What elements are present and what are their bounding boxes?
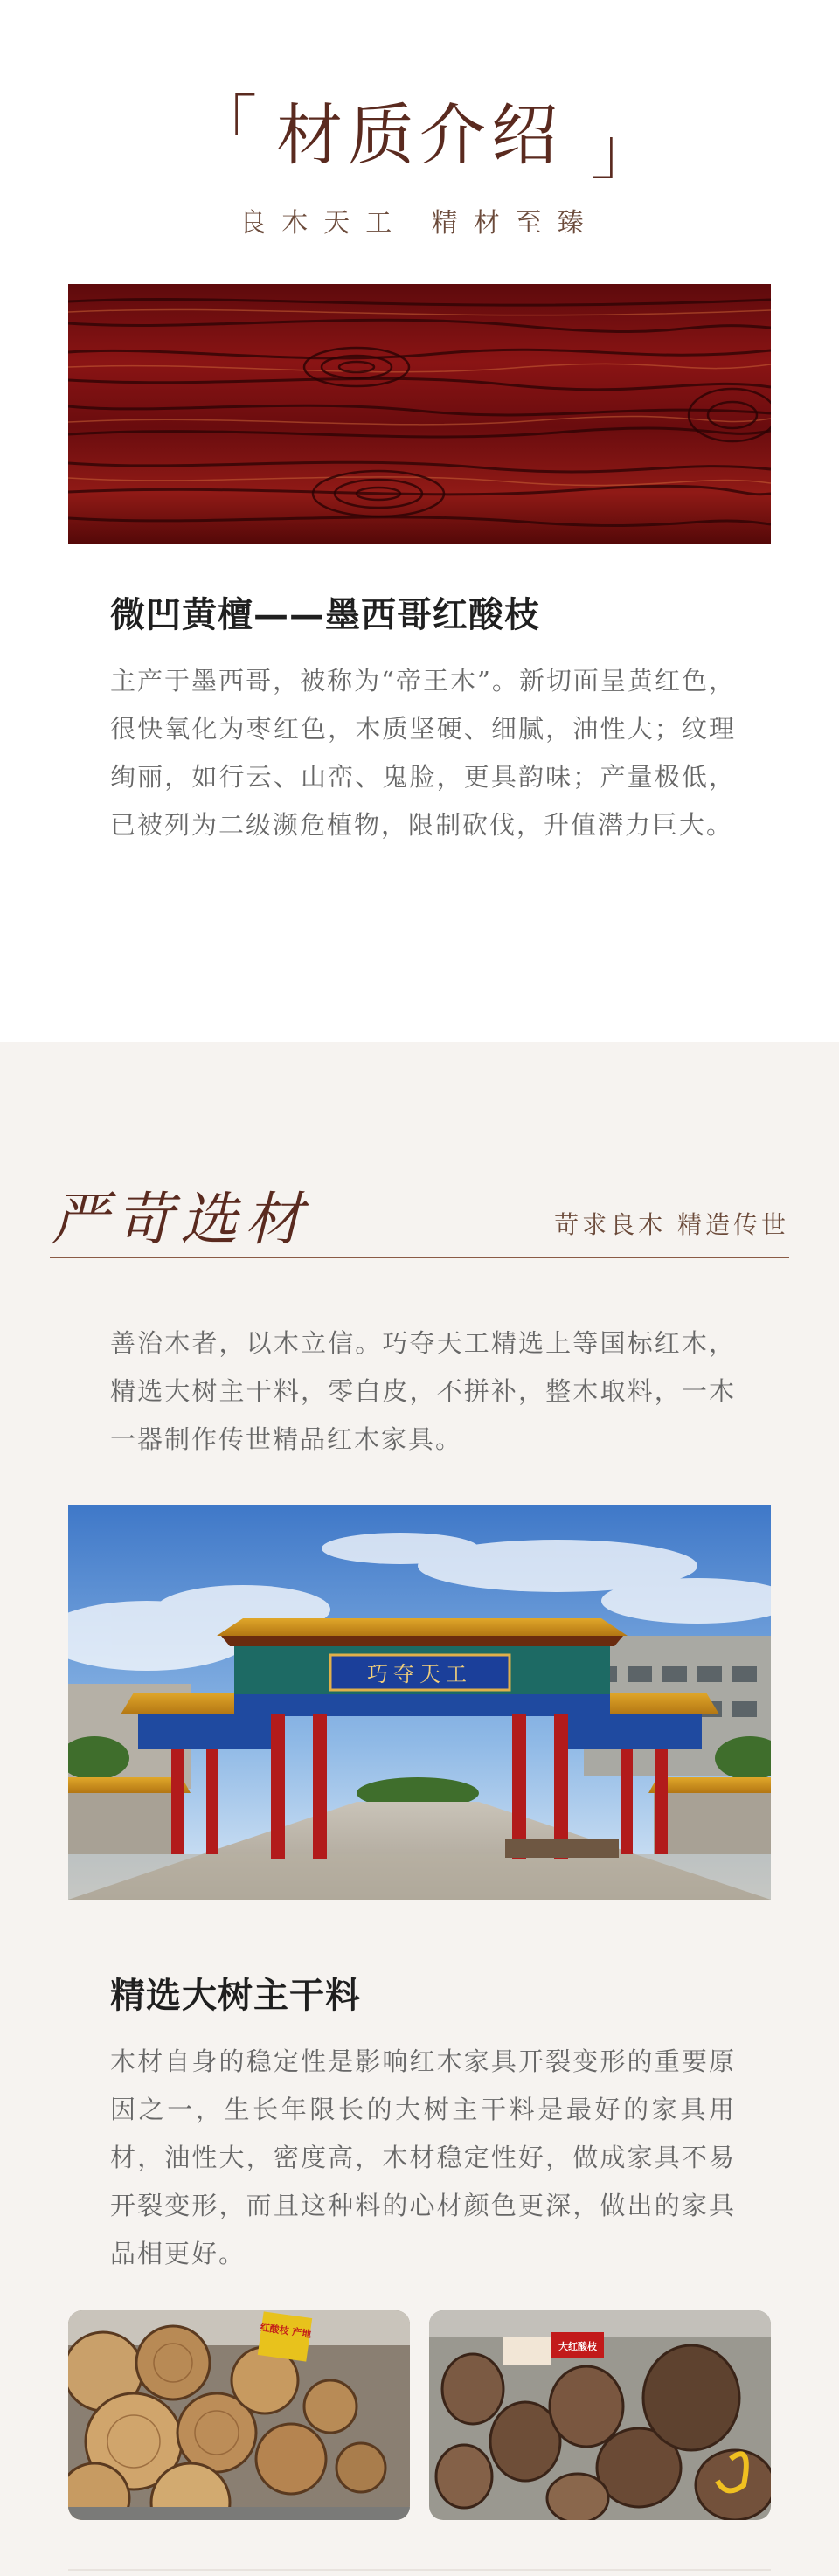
wood-description: 主产于墨西哥，被称为“帝王木”。新切面呈黄红色，很快氧化为枣红色，木质坚硬、细腻，油性大；纹理绚丽，如行云、山峦、鬼脸，更具韵味；产量极低，已被列为二级濒危植物，限制砍伐，升值潜力巨大。 (110, 666, 736, 840)
sub-title: 精选大树主干料 (110, 1975, 361, 2016)
sub-description: 木材自身的稳定性是影响红木家具开裂变形的重要原因之一，生长年限长的大树主干料是最好的家具用材，油性大，密度高，木材稳定性好，做成家具不易开裂变形，而且这种料的心材颜色更深，做出的家具品相更好。 (110, 2046, 736, 2268)
material-intro-section (0, 0, 839, 1042)
section-tagline: 苛求良木 精造传世 (554, 1210, 789, 1239)
timber-logs-image-left (68, 2310, 410, 2520)
section-bottom-divider (68, 2569, 771, 2571)
section-heading: 严苛选材 (51, 1186, 309, 1253)
section-subtitle: 良木天工 精材至臻 (239, 208, 600, 239)
title-bracket-right: 」 (591, 114, 660, 188)
timber-logs-image-right (429, 2310, 771, 2520)
title-bracket-left: 「 (194, 88, 263, 162)
material-selection-section (0, 1042, 839, 2576)
title-text: 材质介绍 (276, 96, 563, 174)
wood-grain-image (68, 284, 771, 544)
wood-name: 微凹黄檀——墨西哥红酸枝 (110, 594, 540, 635)
factory-gate-image (68, 1505, 771, 1900)
gate-sign-text: 巧夺天工 (367, 1662, 472, 1686)
log-sign-right: 大红酸枝 (558, 2341, 597, 2352)
heading-divider (50, 1257, 789, 1258)
section-title (0, 88, 839, 188)
intro-paragraph: 善治木者，以木立信。巧夺天工精选上等国标红木，精选大树主干料，零白皮，不拼补，整木取料，一木一器制作传世精品红木家具。 (110, 1328, 736, 1454)
log-sign-left: 红酸枝 产地 (259, 2322, 312, 2341)
